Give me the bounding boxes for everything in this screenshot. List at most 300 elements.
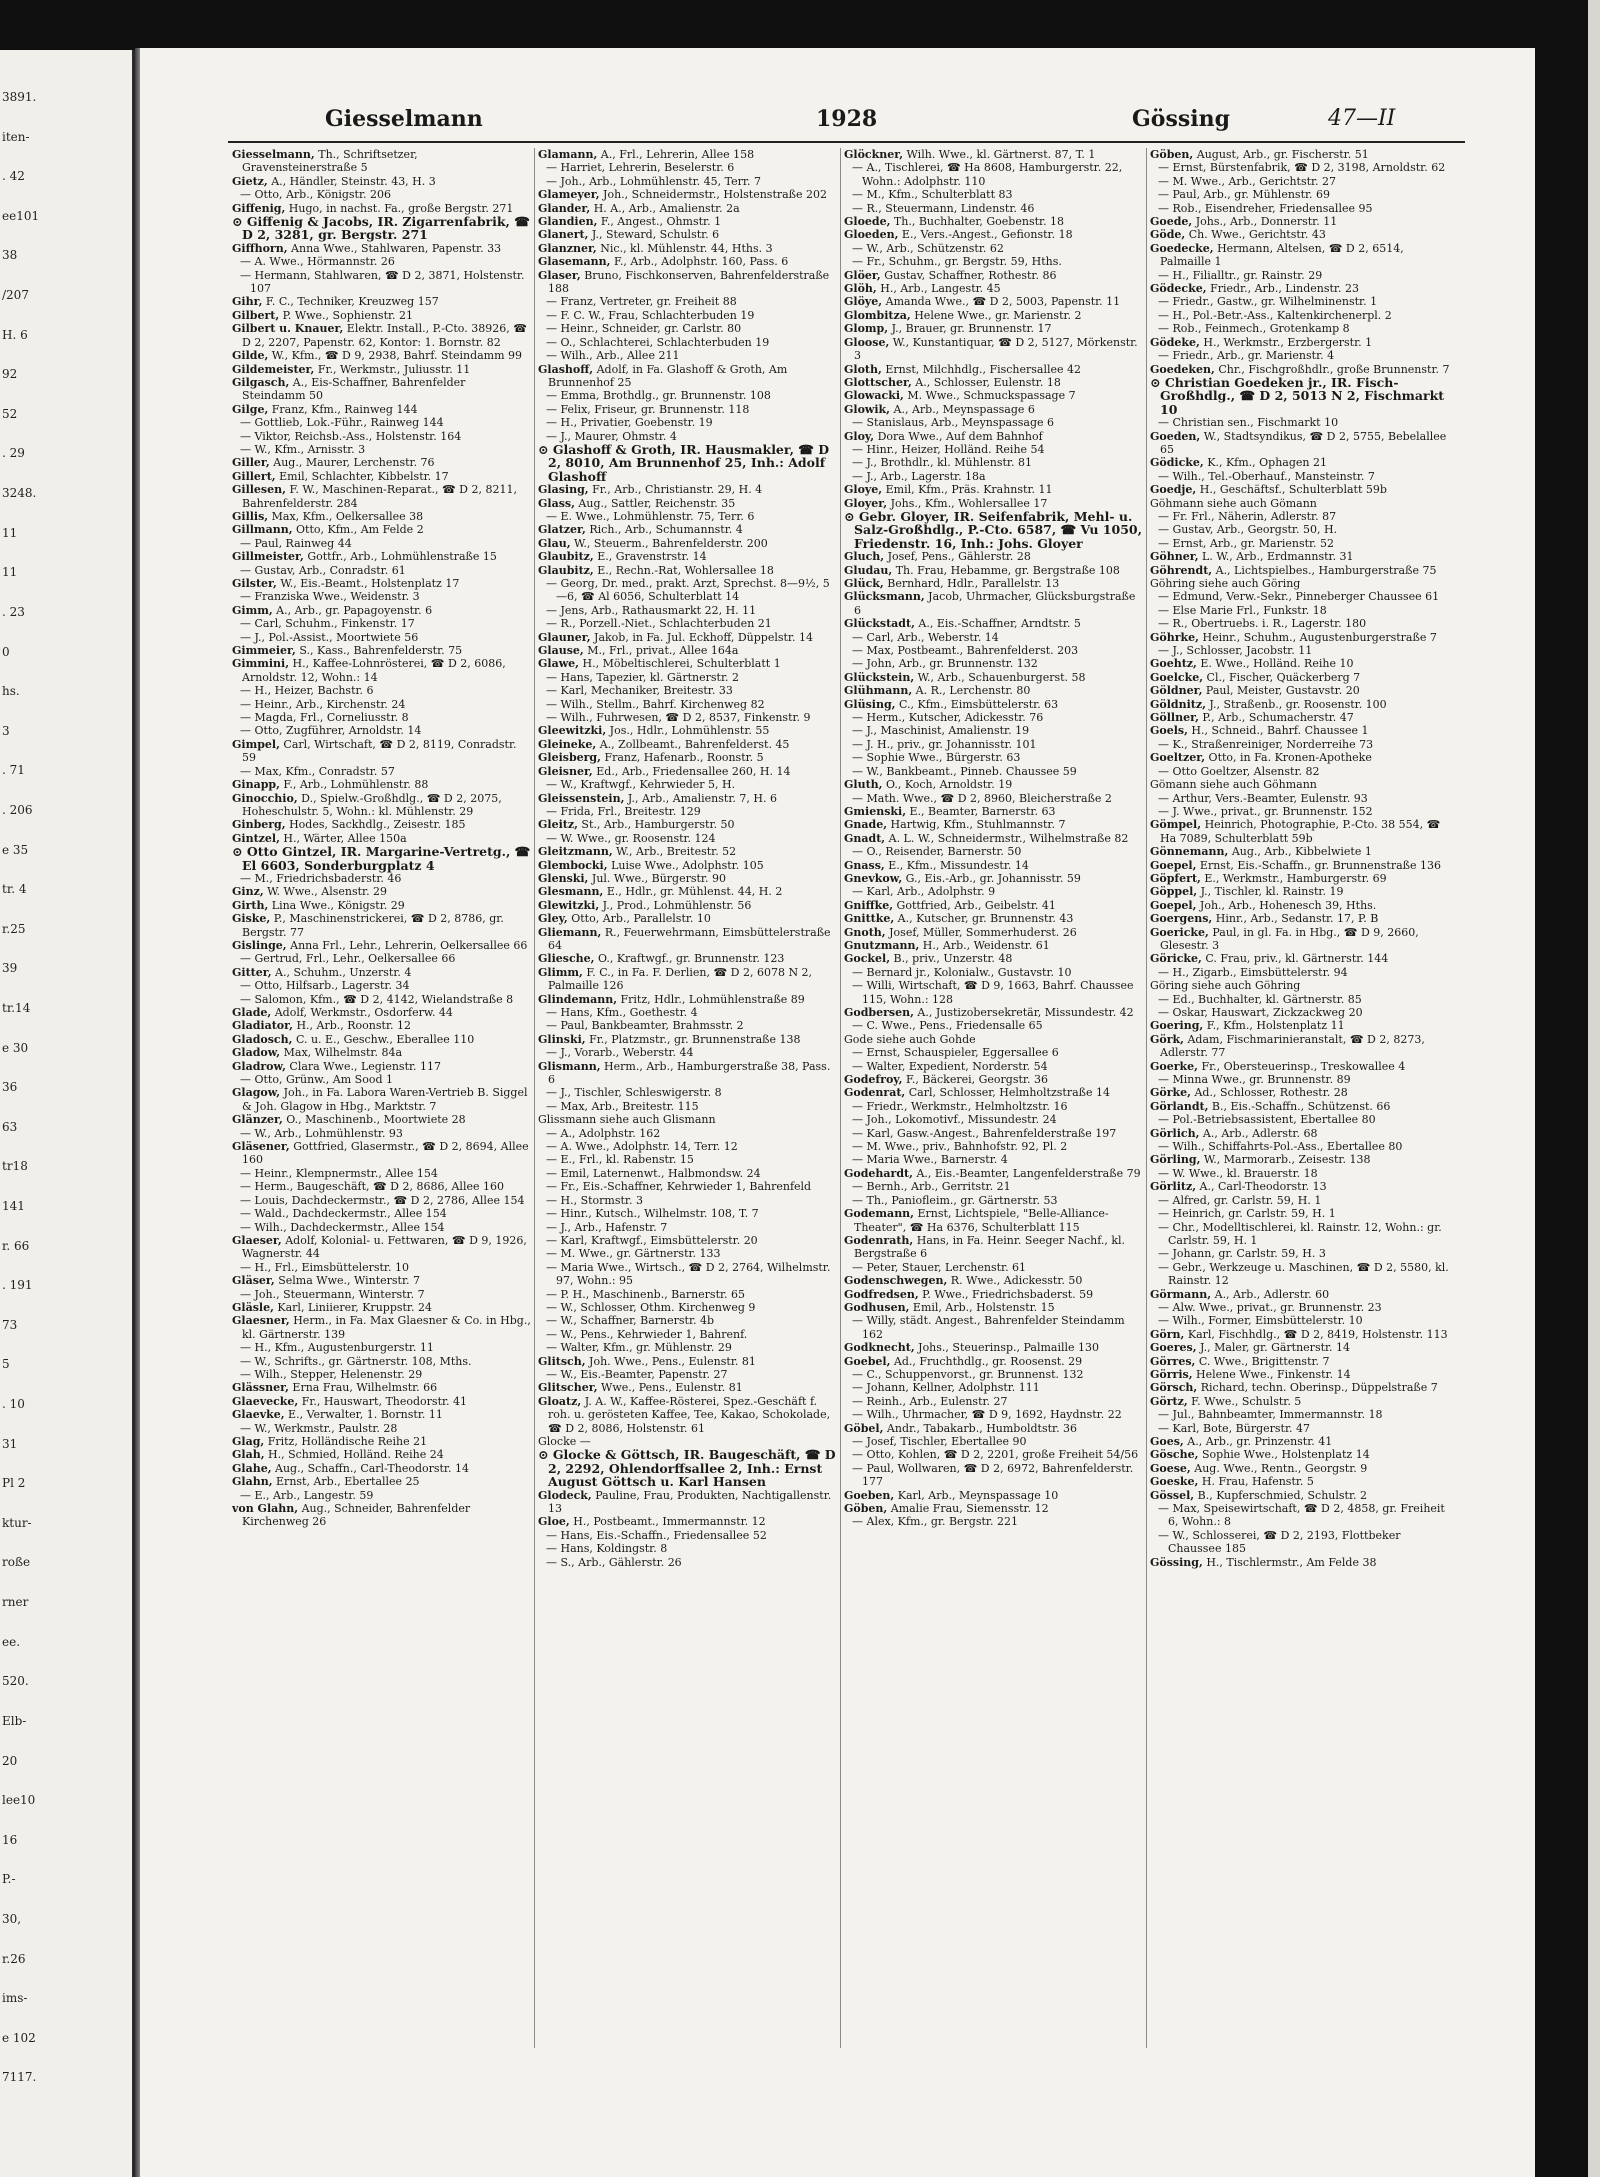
directory-entry: Gloye, Emil, Kfm., Präs. Krahnstr. 11 [844,483,1053,497]
directory-entry: — Salomon, Kfm., ☎ D 2, 4142, Wielandstraße 8 [240,992,514,1006]
directory-entry: — Louis, Dachdeckermstr., ☎ D 2, 2786, Allee 154 [240,1193,525,1207]
directory-entry: Görmann, A., Arb., Adlerstr. 60 [1150,1287,1330,1301]
directory-entry: Gläsener, Gottfried, Glasermstr., ☎ D 2, 8694, Allee 160 [232,1140,529,1167]
directory-entry: — W., Arb., Lohmühlenstr. 93 [240,1126,403,1140]
directory-entry: — Wilh., Tel.-Oberhauf., Mansteinstr. 7 [1158,469,1375,483]
directory-entry: — Paul, Bankbeamter, Brahmsstr. 2 [546,1019,744,1033]
directory-entry: — Paul, Rainweg 44 [240,536,352,550]
directory-entry: — Carl, Schuhm., Finkenstr. 17 [240,617,415,631]
directory-entry: Gleisner, Ed., Arb., Friedensallee 260, H. 14 [538,764,791,778]
directory-entry: Göppel, J., Tischler, kl. Rainstr. 19 [1150,885,1344,899]
directory-entry: — Otto, Hilfsarb., Lagerstr. 34 [240,979,410,993]
previous-page-fragment: 3891. [2,90,37,104]
directory-entry: Gilgasch, A., Eis-Schaffner, Bahrenfelder Steindamm 50 [232,375,466,403]
directory-entry: — Otto, Arb., Königstr. 206 [240,188,391,202]
directory-entry: von Glahn, Aug., Schneider, Bahrenfelder Kirchenweg 26 [232,1502,471,1529]
previous-page-fragment: 141 [2,1199,25,1214]
directory-entry: Göben, August, Arb., gr. Fischerstr. 51 [1150,148,1369,161]
directory-entry: — Alw. Wwe., privat., gr. Brunnenstr. 23 [1158,1300,1382,1314]
directory-entry: Glatzer, Rich., Arb., Schumannstr. 4 [538,523,743,537]
directory-entry: Godehardt, A., Eis.-Beamter, Langenfelderstraße 79 [844,1166,1141,1180]
directory-entry: Gilster, W., Eis.-Beamt., Holstenplatz 17 [232,577,460,590]
previous-page-fragment: iten- [2,129,30,144]
directory-entry: Görk, Adam, Fischmarinieranstalt, ☎ D 2, 8273, Adlerstr. 77 [1150,1032,1425,1060]
previous-page-fragment: Elb- [2,1713,27,1728]
directory-entry: Glaser, Bruno, Fischkonserven, Bahrenfelderstraße 188 [538,268,830,296]
directory-entry: — Magda, Frl., Corneliusstr. 8 [240,711,409,725]
previous-page-fragment: tr. 4 [2,882,27,897]
directory-entry: Gleineke, A., Zollbeamt., Bahrenfelderst. 45 [538,737,790,751]
directory-entry: Goedeken, Chr., Fischgroßhdlr., große Brunnenstr. 7 [1150,362,1450,376]
directory-entry: — Fr. Frl., Näherin, Adlerstr. 87 [1158,509,1337,523]
directory-entry: Ginocchio, D., Spielw.-Großhdlg., ☎ D 2, 2075, Hoheschulstr. 5, Wohn.: kl. Mühlenstr. 29 [232,791,502,818]
directory-entry: Goeden, W., Stadtsyndikus, ☎ D 2, 5755, Bebelallee 65 [1150,429,1447,456]
directory-entry: — J., Tischler, Schleswigerstr. 8 [546,1086,722,1100]
column-1 [232,148,532,2113]
right-scan-margin [1588,0,1600,2177]
directory-entry: Godfredsen, P. Wwe., Friedrichsbaderst. 59 [844,1287,1094,1301]
directory-entry: Ginapp, F., Arb., Lohmühlenstr. 88 [232,778,429,792]
directory-entry: Glowacki, M. Wwe., Schmuckspassage 7 [844,389,1076,403]
directory-entry: — W., Schaffner, Barnerstr. 4b [546,1314,715,1328]
directory-entry: Gillis, Max, Kfm., Oelkersallee 38 [232,509,424,523]
directory-entry: Glag, Fritz, Holländische Reihe 21 [232,1435,428,1448]
directory-entry: — Jul., Bahnbeamter, Immermannstr. 18 [1158,1408,1383,1422]
directory-entry: Goebel, Ad., Fruchthdlg., gr. Roosenst. 29 [844,1354,1083,1368]
directory-entry: — Karl, Kraftwgf., Eimsbüttelerstr. 20 [546,1233,758,1247]
directory-entry: Glocke — [538,1435,591,1448]
directory-entry: Glückstein, W., Arb., Schauenburgerst. 58 [844,670,1086,684]
directory-entry: — Maria Wwe., Barnerstr. 4 [852,1153,1008,1167]
previous-page-fragment: H. 6 [2,327,28,342]
directory-entry: — Herm., Baugeschäft, ☎ D 2, 8686, Allee 160 [240,1180,504,1194]
directory-entry: — Reinh., Arb., Eulenstr. 27 [852,1394,1008,1408]
directory-entry: Goedje, H., Geschäftsf., Schulterblatt 59b [1150,483,1387,497]
directory-entry: — J. H., priv., gr. Johannisstr. 101 [852,737,1037,751]
directory-entry: — Wilh., Dachdeckermstr., Allee 154 [240,1220,445,1234]
directory-entry: — Otto Goeltzer, Alsenstr. 82 [1158,764,1320,778]
directory-entry: — C., Schuppenvorst., gr. Brunnenst. 132 [852,1367,1084,1381]
directory-entry: — J., Maurer, Ohmstr. 4 [546,429,677,443]
directory-entry: Glade, Adolf, Werkmstr., Osdorferw. 44 [232,1006,453,1019]
directory-entry: — Max, Arb., Breitestr. 115 [546,1099,699,1113]
directory-entry: — H., Filialltr., gr. Rainstr. 29 [1158,268,1323,282]
previous-page-fragment: e 102 [2,2030,36,2045]
column-2 [538,148,838,2113]
directory-entry: Gloatz, J. A. W., Kaffee-Rösterei, Spez.-Geschäft f. roh. u. gerösteten Kaffee, Tee, Kakao, Schokolade, ☎ D 2, 8086, Holstenstr. 61 [538,1394,831,1435]
directory-entry: — R., Obertruebs. i. R., Lagerstr. 180 [1158,617,1367,631]
directory-entry: Gislinge, Anna Frl., Lehr., Lehrerin, Oelkersallee 66 [232,938,528,952]
directory-entry: Gilde, W., Kfm., ☎ D 9, 2938, Bahrf. Steindamm 99 [232,349,523,363]
directory-entry: Gladrow, Clara Wwe., Legienstr. 117 [232,1059,442,1073]
directory-entry: Glau, W., Steuerm., Bahrenfelderstr. 200 [538,536,768,550]
directory-entry: Göhrke, Heinr., Schuhm., Augustenburgerstraße 7 [1150,630,1437,644]
directory-entry: — Alfred, gr. Carlstr. 59, H. 1 [1158,1193,1322,1207]
directory-entry: Görling, W., Marmorarb., Zeisestr. 138 [1150,1153,1371,1167]
directory-entry: Giesselmann, Th., Schriftsetzer, Gravensteinerstraße 5 [232,148,418,175]
directory-entry: Glameyer, Joh., Schneidermstr., Holstenstraße 202 [538,188,828,202]
directory-entry: Görn, Karl, Fischhdlg., ☎ D 2, 8419, Holstenstr. 113 [1150,1327,1448,1341]
directory-entry: Glässner, Erna Frau, Wilhelmstr. 66 [232,1381,438,1395]
directory-entry: Gilbert u. Knauer, Elektr. Install., P.-Cto. 38926, ☎ D 2, 2207, Papenstr. 62, Kontor: 1. Bornstr. 82 [232,322,527,349]
page-header [140,106,1535,136]
directory-entry: Goerke, Fr., Obersteuerinsp., Treskowallee 4 [1150,1059,1406,1073]
directory-entry: — Jens, Arb., Rathausmarkt 22, H. 11 [546,603,757,617]
directory-entry: Gillesen, F. W., Maschinen-Reparat., ☎ D 2, 8211, Bahrenfelderstr. 284 [232,483,517,510]
directory-entry: Glitscher, Wwe., Pens., Eulenstr. 81 [538,1381,743,1395]
directory-entry: Gösche, Sophie Wwe., Holstenplatz 14 [1150,1448,1370,1462]
directory-entry: Glauner, Jakob, in Fa. Jul. Eckhoff, Düppelstr. 14 [538,630,813,644]
directory-entry: — Wilh., Stellm., Bahrf. Kirchenweg 82 [546,697,765,711]
directory-page [140,48,1535,2177]
directory-entry: Gimpel, Carl, Wirtschaft, ☎ D 2, 8119, Conradstr. 59 [232,737,517,765]
directory-entry: — Wilh., Arb., Allee 211 [546,349,680,363]
directory-entry: — Paul, Wollwaren, ☎ D 2, 6972, Bahrenfelderstr. 177 [852,1461,1134,1489]
previous-page-fragment: 3248. [2,486,37,501]
directory-entry: Gloy, Dora Wwe., Auf dem Bahnhof [844,429,1043,443]
directory-entry: — R., Porzell.-Niet., Schlachterbuden 21 [546,617,772,631]
directory-entry: Glimm, F. C., in Fa. F. Derlien, ☎ D 2, 6078 N 2, Palmaille 126 [538,965,813,993]
directory-entry: Glottscher, A., Schlosser, Eulenstr. 18 [844,375,1061,389]
directory-entry: Glamann, A., Frl., Lehrerin, Allee 158 [538,148,755,161]
previous-page-fragment: . 206 [2,802,33,817]
directory-entry: Glahe, Aug., Schaffn., Carl-Theodorstr. 14 [232,1461,469,1475]
directory-entry: Glandien, F., Angest., Ohmstr. 1 [538,215,722,229]
directory-entry: Göldnitz, J., Straßenb., gr. Roosenstr. 100 [1150,697,1387,711]
directory-entry: ⊙ Otto Gintzel, IR. Margarine-Vertretg., ☎ El 6603, Sonderburgplatz 4 [232,844,531,873]
directory-entry: Glashoff, Adolf, in Fa. Glashoff & Groth, Am Brunnenhof 25 [538,362,788,389]
directory-entry: — S., Arb., Gählerstr. 26 [546,1555,682,1569]
directory-entry: — Heinrich, gr. Carlstr. 59, H. 1 [1158,1207,1336,1221]
directory-entry: Godemann, Ernst, Lichtspiele, "Belle-Alliance-Theater", ☎ Ha 6376, Schulterblatt 115 [844,1207,1109,1234]
directory-entry: Gihr, F. C., Techniker, Kreuzweg 157 [232,295,439,309]
directory-entry: Gleitzmann, W., Arb., Breitestr. 52 [538,845,737,859]
directory-entry: — Oskar, Hauswart, Zickzackweg 20 [1158,1006,1363,1019]
previous-page-fragment: r. 66 [2,1238,30,1253]
directory-entry: — W., Schrifts., gr. Gärtnerstr. 108, Mths. [240,1354,472,1368]
header-year: 1928 [816,106,878,132]
directory-entry: Goese, Aug. Wwe., Rentn., Georgstr. 9 [1150,1461,1368,1475]
directory-entry: — H., Privatier, Goebenstr. 19 [546,416,713,430]
directory-entry: — Th., Paniofleim., gr. Gärtnerstr. 53 [852,1193,1058,1207]
directory-entry: — M. Wwe., gr. Gärtnerstr. 133 [546,1247,721,1261]
directory-entry: — Wilh., Fuhrwesen, ☎ D 2, 8537, Finkenstr. 9 [546,711,811,725]
directory-entry: Goede, Johs., Arb., Donnerstr. 11 [1150,215,1338,229]
directory-entry: Glesmann, E., Hdlr., gr. Mühlenst. 44, H. 2 [538,885,783,899]
directory-entry: Gilge, Franz, Kfm., Rainweg 144 [232,402,418,416]
directory-entry: Glänzer, O., Maschinenb., Moortwiete 28 [232,1113,466,1127]
directory-entry: Gössing, H., Tischlermstr., Am Felde 38 [1150,1555,1377,1569]
directory-entry: — Sophie Wwe., Bürgerstr. 63 [852,751,1021,765]
directory-entry: Godknecht, Johs., Steuerinsp., Palmaille 130 [844,1341,1100,1355]
directory-entry: Göben, Amalie Frau, Siemensstr. 12 [844,1502,1049,1516]
directory-entry: ⊙ Glocke & Göttsch, IR. Baugeschäft, ☎ D 2, 2292, Ohlendorffsallee 2, Inh.: Ernst August Göttsch u. Karl Hansen [538,1447,836,1490]
directory-entry: Goericke, Paul, in gl. Fa. in Hbg., ☎ D 9, 2660, Glesestr. 3 [1150,925,1419,952]
directory-entry: — Carl, Arb., Weberstr. 14 [852,630,999,644]
directory-entry: Göbel, Andr., Tabakarb., Humboldtstr. 36 [844,1421,1078,1435]
directory-entry: — E., Frl., kl. Rabenstr. 15 [546,1153,694,1167]
directory-entry: — M. Wwe., priv., Bahnhofstr. 92, Pl. 2 [852,1140,1068,1154]
previous-page-fragment: 30, [2,1911,22,1926]
directory-entry: Göring siehe auch Göhring [1150,979,1301,993]
directory-entry: Glindemann, Fritz, Hdlr., Lohmühlenstraße 89 [538,992,805,1006]
directory-entry: — H., Frl., Eimsbüttelerstr. 10 [240,1260,409,1274]
directory-entry: — F. C. W., Frau, Schlachterbuden 19 [546,308,755,322]
directory-entry: — J. Wwe., privat., gr. Brunnenstr. 152 [1158,804,1373,818]
directory-entry: Gloeden, E., Vers.-Angest., Gefionstr. 18 [844,228,1073,242]
directory-entry: Glühmann, A. R., Lerchenstr. 80 [844,684,1031,698]
directory-entry: — H., Stormstr. 3 [546,1193,643,1207]
directory-entry: — A., Tischlerei, ☎ Ha 8608, Hamburgerstr. 22, Wohn.: Adolphstr. 110 [852,161,1123,188]
directory-entry: Glaesner, Herm., in Fa. Max Glaesner & Co. in Hbg., kl. Gärtnerstr. 139 [232,1314,531,1341]
directory-entry: — Georg, Dr. med., prakt. Arzt, Sprechst. 8—9½, 5—6, ☎ Al 6056, Schulterblatt 14 [546,577,830,604]
directory-entry: Goedecke, Hermann, Altelsen, ☎ D 2, 6514, Palmaille 1 [1150,241,1404,269]
directory-entry: Gnoth, Josef, Müller, Sommerhuderst. 26 [844,925,1077,939]
directory-entry: Görsch, Richard, techn. Oberinsp., Düppelstraße 7 [1150,1381,1438,1395]
previous-page-fragment: 20 [2,1753,18,1768]
directory-entry: Glowik, A., Arb., Meynspassage 6 [844,402,1035,416]
directory-entry: — Joh., Arb., Lohmühlenstr. 45, Terr. 7 [546,174,761,188]
directory-entry: Görke, Ad., Schlosser, Rothestr. 28 [1150,1086,1348,1100]
previous-page-fragment: 11 [2,525,18,540]
directory-entry: Göhmann siehe auch Gömann [1150,496,1317,510]
directory-entry: Gloth, Ernst, Milchhdlg., Fischersallee 42 [844,362,1082,376]
directory-entry: Glombitza, Helene Wwe., gr. Marienstr. 2 [844,308,1082,322]
directory-entry: Görlich, A., Arb., Adlerstr. 68 [1150,1126,1318,1140]
directory-entry: Glenski, Jul. Wwe., Bürgerstr. 90 [538,871,726,885]
previous-page-fragment: 73 [2,1317,18,1332]
directory-entry: — Max, Postbeamt., Bahrenfelderst. 203 [852,644,1079,658]
directory-entry: Görlandt, B., Eis.-Schaffn., Schützenst. 66 [1150,1099,1391,1113]
directory-entry: — Edmund, Verw.-Sekr., Pinneberger Chaussee 61 [1158,590,1440,604]
directory-entry: — Fr., Eis.-Schaffner, Kehrwieder 1, Bahrenfeld [546,1180,812,1194]
directory-entry: — Joh., Steuermann, Winterstr. 7 [240,1287,425,1301]
directory-entry: Gluch, Josef, Pens., Gählerstr. 28 [844,550,1031,564]
directory-entry: — Friedr., Werkmstr., Helmholtzstr. 16 [852,1099,1068,1113]
directory-entry: — Heinr., Klempnermstr., Allee 154 [240,1166,438,1180]
directory-entry: Giffhorn, Anna Wwe., Stahlwaren, Papenstr. 33 [232,241,502,255]
directory-entry: — Hermann, Stahlwaren, ☎ D 2, 3871, Holstenstr. 107 [240,268,525,296]
directory-entry: — W., Schlosser, Othm. Kirchenweg 9 [546,1300,756,1314]
header-page-number: 47—II [1328,106,1396,131]
directory-entry: Glöer, Gustav, Schaffner, Rothestr. 86 [844,268,1057,282]
directory-entry: Glissmann siehe auch Glismann [538,1113,716,1127]
directory-entry: — Wilh., Stepper, Helenenstr. 29 [240,1367,423,1381]
directory-entry: — Heinr., Arb., Kirchenstr. 24 [240,697,406,711]
directory-entry: Ginberg, Hodes, Sackhdlg., Zeisestr. 185 [232,818,466,832]
directory-entry: Glass, Aug., Sattler, Reichenstr. 35 [538,496,736,510]
directory-entry: Göpfert, E., Werkmstr., Hamburgerstr. 69 [1150,871,1387,885]
directory-entry: — W., Kfm., Arnisstr. 3 [240,442,366,456]
column-divider [1146,148,1147,2048]
directory-entry: Gnass, E., Kfm., Missundestr. 14 [844,858,1029,872]
directory-entry: Gley, Otto, Arb., Parallelstr. 10 [538,912,711,926]
directory-entry: Gliesche, O., Kraftwgf., gr. Brunnenstr. 123 [538,952,785,966]
directory-entry: Gintzel, H., Wärter, Allee 150a [232,831,407,845]
directory-entry: — Otto, Grünw., Am Sood 1 [240,1073,393,1087]
directory-entry: — W., Eis.-Beamter, Papenstr. 27 [546,1367,728,1381]
directory-entry: Gimmeier, S., Kass., Bahrenfelderstr. 75 [232,644,463,658]
directory-entry: Gläsle, Karl, Liniierer, Kruppstr. 24 [232,1300,432,1314]
directory-entry: — W., Pens., Kehrwieder 1, Bahrenf. [546,1327,748,1341]
directory-entry: Gode siehe auch Gohde [844,1032,976,1046]
directory-entry: Gönnemann, Aug., Arb., Kibbelwiete 1 [1150,845,1372,859]
directory-entry: Giffenig, Hugo, in nachst. Fa., große Bergstr. 271 [232,201,514,215]
directory-entry: Gleewitzki, Jos., Hdlr., Lohmühlenstr. 55 [538,724,770,738]
previous-page-fragment: ims- [2,1991,28,2006]
directory-entry: — Gebr., Werkzeuge u. Maschinen, ☎ D 2, 5580, kl. Rainstr. 12 [1158,1260,1449,1288]
directory-entry: Glembocki, Luise Wwe., Adolphstr. 105 [538,858,764,872]
directory-entry: Gockel, B., priv., Unzerstr. 48 [844,952,1013,966]
directory-entry: Gniffke, Gottfried, Arb., Geibelstr. 41 [844,898,1056,912]
directory-entry: Gleissenstein, J., Arb., Amalienstr. 7, H. 6 [538,791,777,805]
directory-entry: Goering, F., Kfm., Holstenplatz 11 [1150,1019,1345,1033]
directory-entry: — Hinr., Heizer, Holländ. Reihe 54 [852,442,1045,456]
directory-entry: Ginz, W. Wwe., Alsenstr. 29 [232,885,388,899]
directory-entry: — Gottlieb, Lok.-Führ., Rainweg 144 [240,416,444,430]
directory-entry: — Otto, Zugführer, Arnoldstr. 14 [240,724,422,738]
directory-entry: Godefroy, F., Bäckerei, Georgstr. 36 [844,1073,1048,1087]
directory-entry: Glück, Bernhard, Hdlr., Parallelstr. 13 [844,577,1060,590]
directory-entry: Glaubitz, E., Gravenstrstr. 14 [538,550,707,564]
previous-page-fragment: ee101 [2,208,40,223]
directory-entry: — Arthur, Vers.-Beamter, Eulenstr. 93 [1158,791,1368,805]
directory-entry: Gildemeister, Fr., Werkmstr., Juliusstr. 11 [232,362,471,376]
directory-entry: Gladosch, C. u. E., Geschw., Eberallee 110 [232,1032,475,1046]
directory-entry: Glawe, H., Möbeltischlerei, Schulterblatt 1 [538,657,781,671]
directory-entry: — J., Brothdlr., kl. Mühlenstr. 81 [852,456,1032,470]
previous-page-fragment: r.26 [2,1951,26,1966]
directory-entry: — Willi, Wirtschaft, ☎ D 9, 1663, Bahrf. Chaussee 115, Wohn.: 128 [852,979,1134,1006]
directory-entry: — W. Wwe., gr. Roosenstr. 124 [546,831,716,845]
directory-entry: — Ernst, Arb., gr. Marienstr. 52 [1158,536,1335,550]
previous-page-fragment: 38 [2,248,18,263]
directory-entry: — Willy, städt. Angest., Bahrenfelder Steindamm 162 [852,1314,1125,1341]
directory-entry: ⊙ Gebr. Gloyer, IR. Seifenfabrik, Mehl- u. Salz-Großhdlg., P.-Cto. 6587, ☎ Vu 1050, Friedenstr. 16, Inh.: Johs. Gloyer [844,508,1142,551]
directory-entry: Goeske, H. Frau, Hafenstr. 5 [1150,1475,1314,1489]
directory-entry: — J., Schlosser, Jacobstr. 11 [1158,644,1313,658]
directory-entry: — Emma, Brothdlg., gr. Brunnenstr. 108 [546,389,771,403]
directory-entry: Goepel, Ernst, Eis.-Schaffn., gr. Brunnenstraße 136 [1150,858,1442,872]
previous-page-fragment: e 30 [2,1040,29,1055]
previous-page-fragment: tr.14 [2,1000,31,1015]
directory-entry: — Viktor, Reichsb.-Ass., Holstenstr. 164 [240,429,462,443]
previous-page-fragment: Pl 2 [2,1476,26,1491]
directory-entry: Gluth, O., Koch, Arnoldstr. 19 [844,778,1013,792]
directory-entry: — H., Zigarb., Eimsbüttelerstr. 94 [1158,965,1348,979]
directory-entry: Gnevkow, G., Eis.-Arb., gr. Johannisstr. 59 [844,871,1081,885]
directory-entry: Gnadt, A. L. W., Schneidermstr., Wilhelmstraße 82 [844,831,1129,845]
directory-entry: Goepel, Joh., Arb., Hohenesch 39, Hths. [1150,898,1377,912]
previous-page-fragment: /207 [2,288,29,303]
directory-entry: Gleisberg, Franz, Hafenarb., Roonstr. 5 [538,751,764,765]
directory-entry: Gleitz, St., Arb., Hamburgerstr. 50 [538,818,735,832]
directory-entry: — Frida, Frl., Breitestr. 129 [546,804,701,818]
directory-entry: — Hans, Kfm., Goethestr. 4 [546,1006,698,1019]
directory-entry: — Pol.-Betriebsassistent, Ebertallee 80 [1158,1113,1376,1127]
directory-entry: — M., Kfm., Schulterblatt 83 [852,188,1013,202]
directory-entry: — W., Arb., Schützenstr. 62 [852,241,1004,255]
directory-entry: — Ed., Buchhalter, kl. Gärtnerstr. 85 [1158,992,1362,1006]
directory-entry: Girth, Lina Wwe., Königstr. 29 [232,898,405,912]
directory-entry: — Friedr., Arb., gr. Marienstr. 4 [1158,349,1335,363]
directory-entry: Gimmini, H., Kaffee-Lohnrösterei, ☎ D 2, 6086, Arnoldstr. 12, Wohn.: 14 [232,657,506,684]
directory-entry: — Harriet, Lehrerin, Beselerstr. 6 [546,161,735,175]
directory-entry: Glücksmann, Jacob, Uhrmacher, Glücksburgstraße 6 [844,590,1136,617]
directory-entry: — W., Kraftwgf., Kehrwieder 5, H. [546,778,736,792]
directory-entry: — Karl, Arb., Adolphstr. 9 [852,885,996,899]
directory-entry: — Rob., Feinmech., Grotenkamp 8 [1158,322,1350,336]
directory-entry: — W., Schlosserei, ☎ D 2, 2193, Flottbeker Chaussee 185 [1158,1528,1401,1556]
previous-page-fragment: e 35 [2,842,29,857]
directory-entry: ⊙ Giffenig & Jacobs, IR. Zigarrenfabrik, ☎ D 2, 3281, gr. Bergstr. 271 [232,214,530,243]
directory-entry: — Paul, Arb., gr. Mühlenstr. 69 [1158,188,1331,202]
directory-entry: — K., Straßenreiniger, Norderreihe 73 [1158,737,1374,751]
previous-page-fragment: . 71 [2,763,25,778]
directory-entry: Glöckner, Wilh. Wwe., kl. Gärtnerst. 87, T. 1 [844,148,1096,161]
directory-entry: — Bernh., Arb., Gerritstr. 21 [852,1180,1011,1194]
directory-entry: — Hans, Tapezier, kl. Gärtnerstr. 2 [546,670,739,684]
directory-entry: Görres, C. Wwe., Brigittenstr. 7 [1150,1354,1330,1368]
directory-entry: Gliemann, R., Feuerwehrmann, Eimsbüttelerstraße 64 [538,925,831,952]
directory-entry: Goeres, J., Maler, gr. Gärtnerstr. 14 [1150,1341,1351,1355]
directory-entry: — Rob., Eisendreher, Friedensallee 95 [1158,201,1373,215]
directory-entry: Gludau, Th. Frau, Hebamme, gr. Bergstraße 108 [844,563,1120,577]
directory-entry: — Hans, Eis.-Schaffn., Friedensallee 52 [546,1528,767,1542]
previous-page-fragment: 16 [2,1832,18,1847]
directory-entry: Glah, H., Schmied, Holländ. Reihe 24 [232,1448,444,1462]
column-divider [840,148,841,2048]
directory-entry: Goelcke, Cl., Fischer, Quäckerberg 7 [1150,670,1361,684]
directory-entry: — Karl, Mechaniker, Breitestr. 33 [546,684,733,698]
directory-entry: Glomp, J., Brauer, gr. Brunnenstr. 17 [844,322,1052,336]
column-divider [534,148,535,2048]
directory-entry: — W., Bankbeamt., Pinneb. Chaussee 59 [852,764,1077,778]
previous-page-fragment: . 42 [2,169,25,184]
directory-entry: — E., Arb., Langestr. 59 [240,1488,374,1502]
directory-entry: — H., Pol.-Betr.-Ass., Kaltenkirchenerpl. 2 [1158,308,1392,322]
directory-entry: Goes, A., Arb., gr. Prinzenstr. 41 [1150,1435,1333,1448]
directory-entry: Glander, H. A., Arb., Amalienstr. 2a [538,201,740,215]
directory-entry: Gloede, Th., Buchhalter, Goebenstr. 18 [844,215,1065,229]
directory-entry: Glinski, Fr., Platzmstr., gr. Brunnenstraße 138 [538,1032,801,1046]
directory-entry: — C. Wwe., Pens., Friedensalle 65 [852,1019,1043,1033]
directory-entry: — H., Kfm., Augustenburgerstr. 11 [240,1341,434,1355]
previous-page-fragment: 520. [2,1674,29,1689]
directory-entry: — M. Wwe., Arb., Gerichtstr. 27 [1158,174,1337,188]
directory-entry: — Wilh., Uhrmacher, ☎ D 9, 1692, Haydnstr. 22 [852,1408,1122,1422]
previous-page-fragment: . 191 [2,1278,33,1293]
directory-entry: Gietz, A., Händler, Steinstr. 43, H. 3 [232,174,436,188]
directory-entry: Gödicke, K., Kfm., Ophagen 21 [1150,456,1327,470]
directory-entry: — M., Friedrichsbaderstr. 46 [240,871,402,885]
directory-entry: — Fr., Schuhm., gr. Bergstr. 59, Hths. [852,255,1062,269]
previous-page-fragment: lee10 [2,1793,36,1808]
directory-entry: — Joh., Lokomotivf., Missundestr. 24 [852,1113,1057,1127]
previous-page-fragment: hs. [2,684,20,699]
directory-entry: — Peter, Stauer, Lerchenstr. 61 [852,1260,1027,1274]
directory-entry: Glitsch, Joh. Wwe., Pens., Eulenstr. 81 [538,1354,756,1368]
directory-entry: Gitter, A., Schuhm., Unzerstr. 4 [232,965,412,979]
previous-page-fragment: tr18 [2,1159,28,1174]
directory-entry: Gläser, Selma Wwe., Winterstr. 7 [232,1274,420,1288]
directory-entry: Göldner, Paul, Meister, Gustavstr. 20 [1150,684,1360,698]
directory-entry: Glaubitz, E., Rechn.-Rat, Wohlersallee 18 [538,563,774,577]
directory-entry: Goels, H., Schneid., Bahrf. Chaussee 1 [1150,724,1369,738]
directory-entry: — H., Heizer, Bachstr. 6 [240,684,374,698]
directory-entry: — Herm., Kutscher, Adickesstr. 76 [852,711,1044,725]
directory-entry: Görtz, F. Wwe., Schulstr. 5 [1150,1394,1302,1408]
